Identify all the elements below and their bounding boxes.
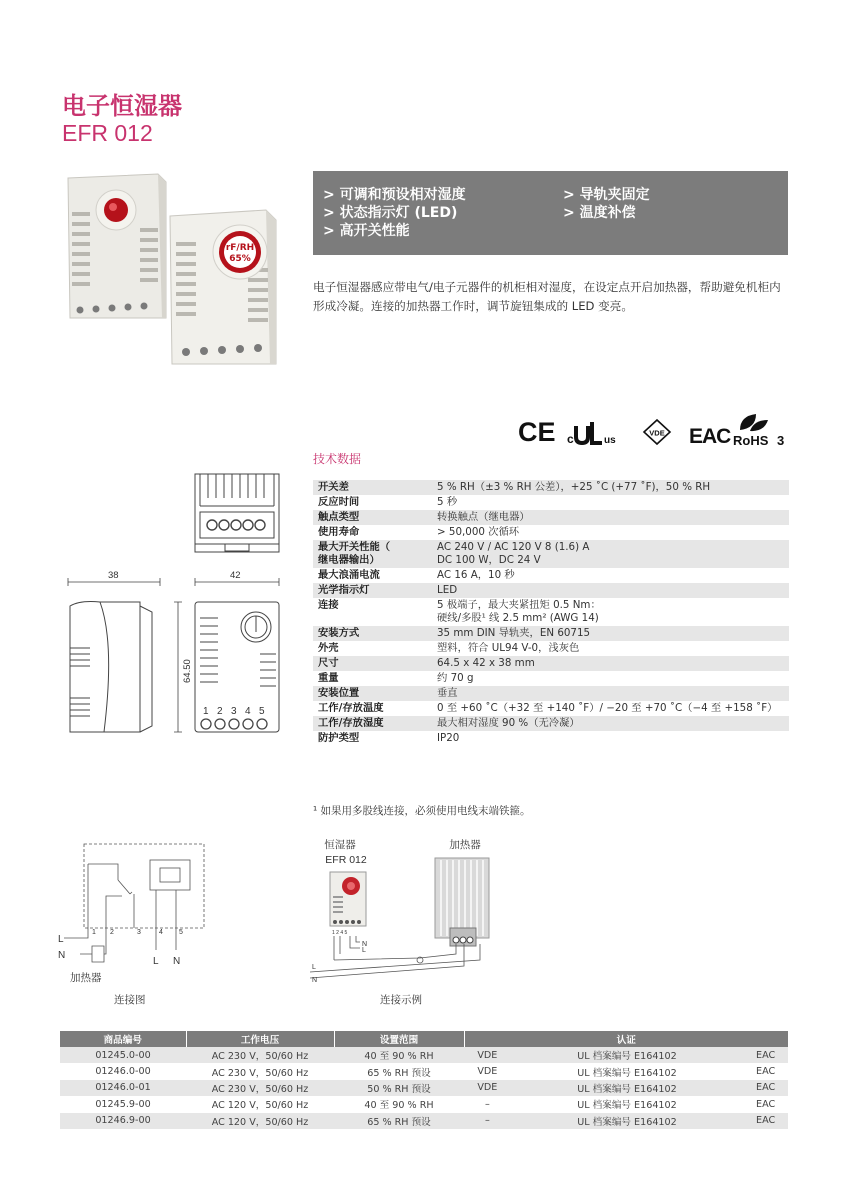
features-panel xyxy=(313,171,788,255)
certification-logos xyxy=(518,412,790,448)
eac-mark-icon: EAC xyxy=(689,425,731,448)
spec-key: 连接 xyxy=(313,598,432,626)
ce-mark-icon: CE xyxy=(518,417,556,447)
spec-key: 安装方式 xyxy=(313,626,432,641)
table-row xyxy=(60,1047,788,1063)
rohs-leaf-icon xyxy=(740,414,768,431)
spec-value: 塑料，符合 UL94 V-0，浅灰色 xyxy=(432,641,789,656)
table-cell: – xyxy=(464,1113,511,1129)
dimension-drawing xyxy=(60,468,300,748)
spec-key: 触点类型 xyxy=(313,510,432,525)
table-cell: 40 至 90 % RH xyxy=(334,1047,464,1063)
dim-width: 42 xyxy=(230,570,241,581)
spec-key: 工作/存放温度 xyxy=(313,701,432,716)
connection-example xyxy=(310,836,510,986)
spec-row xyxy=(313,480,789,495)
spec-value: 垂直 xyxy=(432,686,789,701)
table-cell: – xyxy=(464,1096,511,1112)
spec-value: AC 16 A，10 秒 xyxy=(432,568,789,583)
spec-row xyxy=(313,525,789,540)
order-table xyxy=(60,1031,788,1129)
table-cell: VDE xyxy=(464,1047,511,1063)
table-cell: 65 % RH 预设 xyxy=(334,1113,464,1129)
spec-row xyxy=(313,540,789,568)
spec-row xyxy=(313,656,789,671)
footnote: ¹ 如果用多股线连接，必须使用电线末端铁箍。 xyxy=(313,805,531,817)
spec-key: 尺寸 xyxy=(313,656,432,671)
dial-value: 65% xyxy=(229,254,251,264)
table-cell: EAC xyxy=(743,1096,788,1112)
table-row xyxy=(60,1113,788,1129)
wiring-diagram xyxy=(58,838,218,988)
dim-depth: 38 xyxy=(108,570,119,581)
table-cell: UL 档案编号 E164102 xyxy=(511,1063,743,1079)
svg-text:1: 1 xyxy=(203,706,209,717)
spec-row xyxy=(313,716,789,731)
spec-key: 安装位置 xyxy=(313,686,432,701)
spec-row xyxy=(313,626,789,641)
table-cell: 01246.9-00 xyxy=(60,1113,186,1129)
header-approvals: 认证 xyxy=(464,1031,788,1047)
svg-text:1: 1 xyxy=(92,929,96,936)
table-cell: AC 230 V，50/60 Hz xyxy=(186,1080,334,1096)
feature-item: > 导轨夹固定 xyxy=(563,187,650,203)
table-cell: EAC xyxy=(743,1047,788,1063)
table-cell: EAC xyxy=(743,1080,788,1096)
spec-key: 光学指示灯 xyxy=(313,583,432,598)
table-cell: UL 档案编号 E164102 xyxy=(511,1080,743,1096)
spec-row xyxy=(313,686,789,701)
page-title: 电子恒湿器 xyxy=(62,92,182,120)
terminal-labels xyxy=(203,706,265,717)
table-cell: EAC xyxy=(743,1063,788,1079)
feature-item: > 温度补偿 xyxy=(563,205,636,221)
svg-text:3: 3 xyxy=(137,929,141,936)
table-cell: AC 230 V，50/60 Hz xyxy=(186,1063,334,1079)
table-cell: VDE xyxy=(464,1063,511,1079)
svg-text:2: 2 xyxy=(110,929,114,936)
device-back xyxy=(68,174,166,318)
svg-text:3: 3 xyxy=(231,706,237,717)
spec-value: 0 至 +60 ˚C（+32 至 +140 ˚F）/ −20 至 +70 ˚C（−4 至 +158 ˚F） xyxy=(432,701,789,716)
device-front xyxy=(170,210,276,364)
spec-value: 5 秒 xyxy=(432,495,789,510)
spec-key: 防护类型 xyxy=(313,731,432,746)
product-photo xyxy=(58,168,288,368)
table-cell: EAC xyxy=(743,1113,788,1129)
spec-value: 最大相对湿度 90 %（无冷凝） xyxy=(432,716,789,731)
spec-key: 开关差 xyxy=(313,480,432,495)
header-article-number: 商品编号 xyxy=(60,1031,186,1047)
heater-label: 加热器 xyxy=(449,839,481,851)
feature-item: > 可调和预设相对湿度 xyxy=(323,187,466,203)
table-row xyxy=(60,1063,788,1079)
spec-row xyxy=(313,510,789,525)
table-cell: 01245.9-00 xyxy=(60,1096,186,1112)
table-row xyxy=(60,1096,788,1112)
spec-key: 最大浪涌电流 xyxy=(313,568,432,583)
device-label: 恒湿器 xyxy=(324,839,356,851)
spec-key: 使用寿命 xyxy=(313,525,432,540)
table-cell: AC 230 V，50/60 Hz xyxy=(186,1047,334,1063)
spec-row xyxy=(313,583,789,598)
dim-height: 64.50 xyxy=(182,659,193,683)
vde-mark-icon xyxy=(644,420,670,444)
spec-row xyxy=(313,701,789,716)
rohs-number: 3 xyxy=(777,433,785,448)
spec-key: 工作/存放湿度 xyxy=(313,716,432,731)
feature-item: > 高开关性能 xyxy=(323,223,410,239)
bottom-l: L xyxy=(153,956,159,967)
table-cell: 01246.0-01 xyxy=(60,1080,186,1096)
spec-row xyxy=(313,598,789,626)
svg-text:VDE: VDE xyxy=(649,428,665,438)
svg-text:N: N xyxy=(312,977,318,984)
ul-c-label: c xyxy=(567,432,574,446)
spec-value: 5 % RH（±3 % RH 公差），+25 ˚C (+77 ˚F)，50 % RH xyxy=(432,480,789,495)
svg-text:L: L xyxy=(362,947,366,954)
spec-value: 64.5 x 42 x 38 mm xyxy=(432,656,789,671)
spec-value: > 50,000 次循环 xyxy=(432,525,789,540)
spec-key: 重量 xyxy=(313,671,432,686)
header-setting-range: 设置范围 xyxy=(334,1031,464,1047)
table-cell: UL 档案编号 E164102 xyxy=(511,1096,743,1112)
ul-us-label: us xyxy=(604,435,616,446)
svg-text:4: 4 xyxy=(159,929,163,936)
table-cell: 65 % RH 预设 xyxy=(334,1063,464,1079)
line-l: L xyxy=(58,934,64,945)
table-cell: 40 至 90 % RH xyxy=(334,1096,464,1112)
dial-label: rF/RH xyxy=(225,243,255,253)
spec-value: 约 70 g xyxy=(432,671,789,686)
example-caption: 连接示例 xyxy=(380,994,422,1006)
spec-value: AC 240 V / AC 120 V 8 (1.6) A DC 100 W，DC 24 V xyxy=(432,540,789,568)
spec-row xyxy=(313,641,789,656)
svg-text:5: 5 xyxy=(259,706,265,717)
spec-value: LED xyxy=(432,583,789,598)
table-cell: 50 % RH 预设 xyxy=(334,1080,464,1096)
ul-mark-icon xyxy=(576,422,602,443)
spec-section-title: 技术数据 xyxy=(313,452,362,466)
svg-text:N: N xyxy=(362,941,368,948)
spec-table xyxy=(313,480,789,746)
spec-value: IP20 xyxy=(432,731,789,746)
table-cell: VDE xyxy=(464,1080,511,1096)
device-model: EFR 012 xyxy=(325,854,367,866)
header-voltage: 工作电压 xyxy=(186,1031,334,1047)
table-row xyxy=(60,1080,788,1096)
table-cell: UL 档案编号 E164102 xyxy=(511,1047,743,1063)
table-cell: 01245.0-00 xyxy=(60,1047,186,1063)
spec-key: 最大开关性能（ 继电器输出） xyxy=(313,540,432,568)
spec-key: 反应时间 xyxy=(313,495,432,510)
rohs-label: RoHS xyxy=(733,433,769,448)
table-cell: UL 档案编号 E164102 xyxy=(511,1113,743,1129)
table-cell: 01246.0-00 xyxy=(60,1063,186,1079)
wiring-caption: 连接图 xyxy=(114,994,146,1006)
svg-text:1 2 4 5: 1 2 4 5 xyxy=(332,930,348,936)
feature-item: > 状态指示灯 (LED) xyxy=(323,205,458,221)
product-model: EFR 012 xyxy=(62,120,153,146)
spec-row xyxy=(313,731,789,746)
spec-row xyxy=(313,568,789,583)
table-cell: AC 120 V，50/60 Hz xyxy=(186,1096,334,1112)
bottom-n: N xyxy=(173,956,181,967)
svg-text:L: L xyxy=(312,964,316,971)
spec-value: 5 极端子，最大夹紧扭矩 0.5 Nm： 硬线/多股¹ 线 2.5 mm² (AWG 14) xyxy=(432,598,789,626)
product-description: 电子恒湿器感应带电气/电子元器件的机柜相对湿度，在设定点开启加热器，帮助避免机柜内形成冷凝。连接的加热器工作时，调节旋钮集成的 LED 变亮。 xyxy=(313,280,781,313)
svg-text:4: 4 xyxy=(245,706,251,717)
svg-text:2: 2 xyxy=(217,706,223,717)
spec-row xyxy=(313,495,789,510)
table-cell: AC 120 V，50/60 Hz xyxy=(186,1113,334,1129)
spec-value: 35 mm DIN 导轨夹，EN 60715 xyxy=(432,626,789,641)
spec-key: 外壳 xyxy=(313,641,432,656)
heater-label: 加热器 xyxy=(70,972,102,984)
svg-text:5: 5 xyxy=(179,929,183,936)
spec-row xyxy=(313,671,789,686)
spec-value: 转换触点（继电器） xyxy=(432,510,789,525)
line-n: N xyxy=(58,950,66,961)
